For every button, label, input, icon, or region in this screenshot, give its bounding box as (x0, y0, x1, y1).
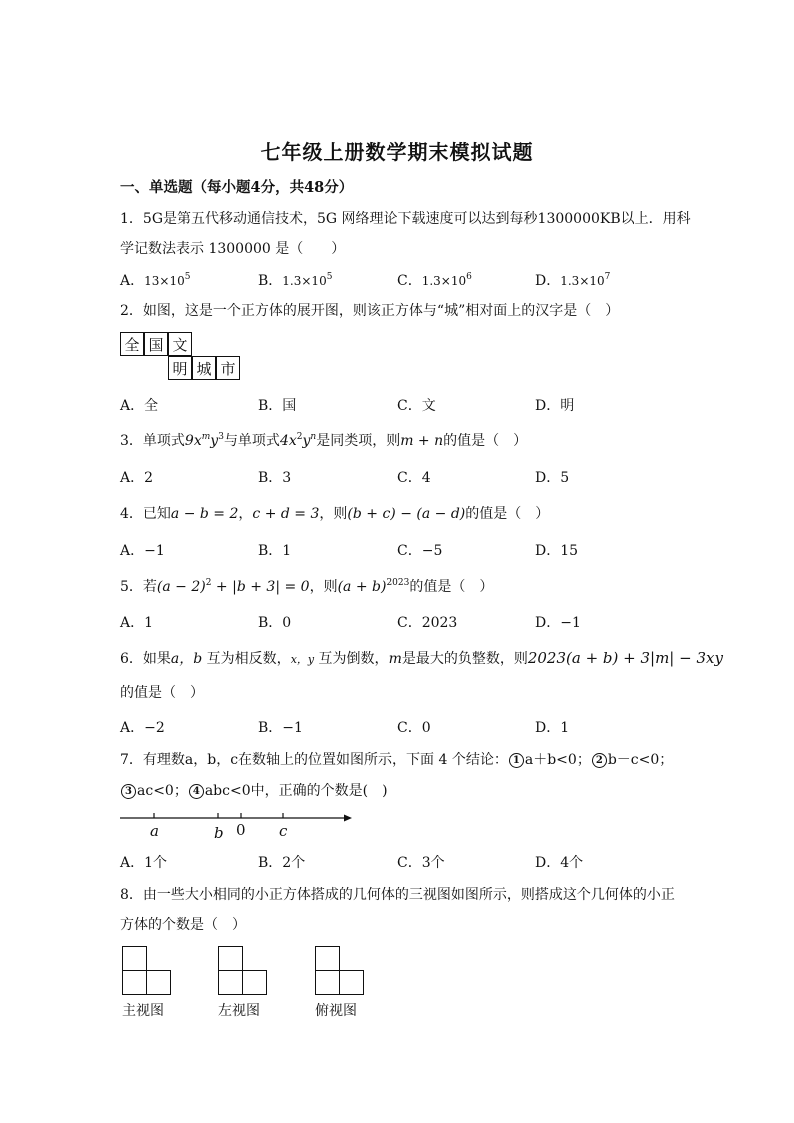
q6-option-c[interactable]: C．0 (397, 720, 431, 736)
q4-stem: 4．已知a − b = 2，c + d = 3，则(b + c) − (a − d)的值是（ ） (120, 506, 550, 522)
top-view-square-top (315, 946, 340, 971)
left-view-label: 左视图 (218, 1003, 260, 1019)
q7-option-b[interactable]: B．2个 (258, 855, 306, 871)
q2-option-a[interactable]: A．全 (120, 398, 159, 414)
q8-stem-line2: 方体的个数是（ ） (120, 917, 246, 933)
top-view-square-bottom-left (315, 970, 340, 995)
axis-label-c: c (279, 822, 288, 840)
q4-option-b[interactable]: B．1 (258, 543, 292, 559)
number-line-arrow (344, 815, 352, 822)
q1-stem-line2: 学记数法表示 1300000 是（ ） (120, 241, 346, 257)
circled-number-3: 3 (121, 784, 136, 799)
net-cell-top-3: 文 (168, 332, 192, 356)
q2-option-c[interactable]: C．文 (397, 398, 436, 414)
q5-option-b[interactable]: B．0 (258, 615, 292, 631)
front-view-label: 主视图 (122, 1003, 164, 1019)
axis-label-a: a (150, 822, 159, 840)
q8-stem-line1: 8．由一些大小相同的小正方体搭成的几何体的三视图如图所示，则搭成这个几何体的小正 (120, 887, 675, 903)
net-cell-bottom-3: 市 (216, 356, 240, 380)
circled-number-2: 2 (592, 753, 607, 768)
q2-stem: 2．如图，这是一个正方体的展开图，则该正方体与“城”相对面上的汉字是（ ） (120, 303, 620, 319)
axis-label-zero: 0 (236, 821, 246, 839)
q2-option-b[interactable]: B．国 (258, 398, 297, 414)
q3-option-a[interactable]: A．2 (120, 470, 154, 486)
left-view-square-bottom-left (218, 970, 243, 995)
net-cell-bottom-2: 城 (192, 356, 216, 380)
q3-option-c[interactable]: C．4 (397, 470, 431, 486)
top-view-label: 俯视图 (315, 1003, 357, 1019)
circled-number-4: 4 (189, 784, 204, 799)
q3-option-b[interactable]: B．3 (258, 470, 292, 486)
front-view-square-top (122, 946, 147, 971)
q2-option-d[interactable]: D．明 (535, 398, 575, 414)
q1-stem-line1: 1．5G是第五代移动通信技术，5G 网络理论下载速度可以达到每秒1300000KB以上．用科 (120, 211, 691, 227)
q1-option-c[interactable]: C．$1.3\times 10^6$ (397, 272, 472, 289)
q1-option-d[interactable]: D．$1.3\times 10^7$ (535, 272, 611, 289)
q7-option-d[interactable]: D．4个 (535, 855, 584, 871)
q7-stem-line1: 7．有理数a，b，c在数轴上的位置如图所示，下面 4 个结论： 1 a＋b<0； 2 b－c<0； (120, 752, 674, 768)
q4-option-a[interactable]: A．−1 (120, 543, 165, 559)
top-view-square-bottom-right (339, 970, 364, 995)
q7-option-a[interactable]: A．1个 (120, 855, 168, 871)
q5-stem: 5．若$(a - 2)^2 + |b + 3| = 0$，则$(a + b)^{2023}$的值是（ ） (120, 578, 494, 595)
q5-option-a[interactable]: A．1 (120, 615, 154, 631)
q6-stem-line1: 6．如果a，b 互为相反数，x，y 互为倒数，m是最大的负整数，则2023(a + b) + 3|m| − 3xy (120, 649, 723, 667)
q4-option-c[interactable]: C．−5 (397, 543, 443, 559)
q6-stem-line2: 的值是（ ） (120, 685, 204, 701)
q7-option-c[interactable]: C．3个 (397, 855, 445, 871)
q6-option-d[interactable]: D．1 (535, 720, 570, 736)
q3-option-d[interactable]: D．5 (535, 470, 570, 486)
net-cell-top-2: 国 (144, 332, 168, 356)
left-view-square-top (218, 946, 243, 971)
front-view-square-bottom-right (146, 970, 171, 995)
q6-option-b[interactable]: B．−1 (258, 720, 303, 736)
axis-label-b: b (214, 824, 224, 842)
net-cell-top-1: 全 (120, 332, 144, 356)
q6-option-a[interactable]: A．−2 (120, 720, 165, 736)
q1-option-b[interactable]: B．$1.3\times 10^5$ (258, 272, 333, 289)
front-view-square-bottom-left (122, 970, 147, 995)
q5-option-d[interactable]: D．−1 (535, 615, 581, 631)
left-view-square-bottom-right (242, 970, 267, 995)
section-heading: 一、单选题（每小题4分，共48分） (120, 179, 354, 196)
q7-stem-line2: 3 ac<0； 4 abc<0中，正确的个数是( ) (120, 780, 388, 800)
net-cell-bottom-1: 明 (168, 356, 192, 380)
page-title: 七年级上册数学期末模拟试题 (260, 140, 534, 164)
q4-option-d[interactable]: D．15 (535, 543, 579, 559)
circled-number-1: 1 (509, 753, 524, 768)
q5-option-c[interactable]: C．2023 (397, 615, 458, 631)
q1-option-a[interactable]: A．$13\times 10^5$ (120, 272, 191, 289)
q3-stem: 3．单项式$9x^my^3$与单项式$4x^2y^n$是同类项，则m + n的值是（ ） (120, 432, 528, 449)
